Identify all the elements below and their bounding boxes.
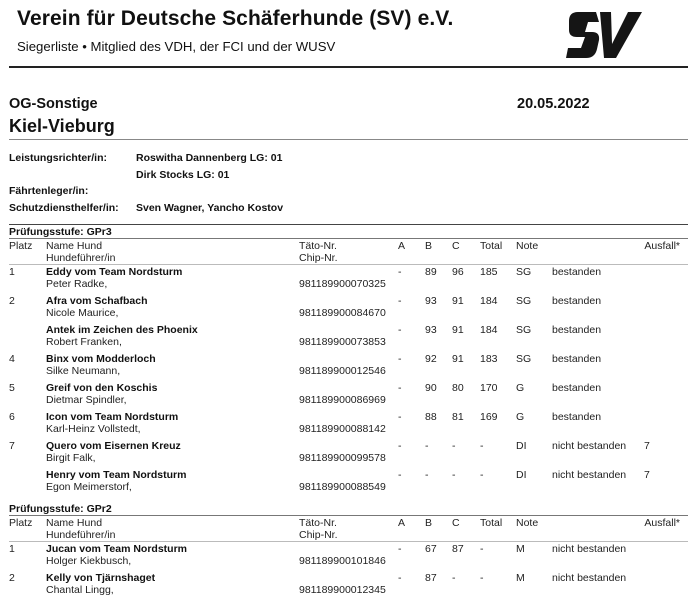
- column-header-platz: Platz: [9, 517, 33, 529]
- helper-names: Sven Wagner, Yancho Kostov: [136, 202, 284, 214]
- row-total: 185: [480, 266, 498, 278]
- row-score-b: 89: [425, 266, 437, 278]
- row-handler: Karl-Heinz Vollstedt,: [46, 423, 141, 435]
- row-dog-name: Kelly von Tjärnshaget: [46, 572, 156, 584]
- row-score-b: -: [425, 440, 429, 452]
- row-dog-name: Jucan vom Team Nordsturm: [46, 543, 188, 555]
- row-score-a: -: [398, 469, 402, 481]
- row-dog-name: Henry vom Team Nordsturm: [46, 469, 187, 481]
- row-total: 169: [480, 411, 498, 423]
- column-header-b: B: [425, 517, 433, 529]
- row-score-b: 93: [425, 324, 437, 336]
- row-chip-number: 981189900070325: [299, 278, 386, 290]
- column-header-handler: Hundeführer/in: [46, 252, 116, 264]
- judge-name: Dirk Stocks LG: 01: [136, 169, 230, 181]
- column-header-total: Total: [480, 240, 503, 252]
- row-total: -: [480, 469, 484, 481]
- row-handler: Holger Kiekbusch,: [46, 555, 132, 567]
- row-dog-name: Icon vom Team Nordsturm: [46, 411, 179, 423]
- row-platz: 2: [9, 295, 15, 307]
- row-total: -: [480, 440, 484, 452]
- row-platz: 2: [9, 572, 15, 584]
- row-handler: Peter Radke,: [46, 278, 108, 290]
- row-score-b: 88: [425, 411, 437, 423]
- row-result: nicht bestanden: [552, 543, 627, 555]
- organization-title: Verein für Deutsche Schäferhunde (SV) e.V.: [17, 7, 454, 30]
- column-header-tato: Täto-Nr.: [299, 517, 337, 529]
- column-header-a: A: [398, 240, 406, 252]
- row-score-c: 91: [452, 324, 464, 336]
- row-score-c: -: [452, 469, 456, 481]
- row-result: bestanden: [552, 382, 602, 394]
- row-result: bestanden: [552, 353, 602, 365]
- row-chip-number: 981189900099578: [299, 452, 386, 464]
- row-note: SG: [516, 324, 532, 336]
- row-score-a: -: [398, 440, 402, 452]
- row-result: bestanden: [552, 324, 602, 336]
- column-header-name: Name Hund: [46, 517, 103, 529]
- row-platz: 6: [9, 411, 15, 423]
- row-dog-name: Quero vom Eisernen Kreuz: [46, 440, 181, 452]
- row-handler: Nicole Maurice,: [46, 307, 119, 319]
- row-note: DI: [516, 469, 527, 481]
- row-chip-number: 981189900084670: [299, 307, 386, 319]
- row-total: 184: [480, 295, 498, 307]
- row-score-a: -: [398, 382, 402, 394]
- section-title: Prüfungsstufe: GPr3: [9, 226, 112, 238]
- header-rule: [9, 264, 688, 265]
- row-platz: 4: [9, 353, 15, 365]
- row-total: 183: [480, 353, 498, 365]
- row-platz: 1: [9, 543, 15, 555]
- header-rule: [9, 541, 688, 542]
- row-result: bestanden: [552, 266, 602, 278]
- row-score-c: 91: [452, 295, 464, 307]
- row-note: SG: [516, 295, 532, 307]
- column-header-handler: Hundeführer/in: [46, 529, 116, 541]
- event-city: Kiel-Vieburg: [9, 116, 115, 136]
- row-score-c: 81: [452, 411, 464, 423]
- row-handler: Birgit Falk,: [46, 452, 96, 464]
- judge-label: Leistungsrichter/in:: [9, 152, 108, 164]
- section-title: Prüfungsstufe: GPr2: [9, 503, 112, 515]
- row-score-c: -: [452, 440, 456, 452]
- section-top-rule: [9, 224, 688, 225]
- row-score-b: 67: [425, 543, 437, 555]
- row-score-a: -: [398, 572, 402, 584]
- helper-label: Schutzdiensthelfer/in:: [9, 202, 119, 214]
- column-header-total: Total: [480, 517, 503, 529]
- row-note: DI: [516, 440, 527, 452]
- section-title-rule: [9, 238, 688, 239]
- row-result: bestanden: [552, 411, 602, 423]
- row-dog-name: Antek im Zeichen des Phoenix: [46, 324, 198, 336]
- organization-subtitle: Siegerliste • Mitglied des VDH, der FCI und der WUSV: [17, 39, 336, 54]
- row-note: M: [516, 572, 525, 584]
- row-ausfall: 7: [644, 440, 650, 452]
- column-header-note: Note: [516, 240, 539, 252]
- row-platz: 5: [9, 382, 15, 394]
- column-header-note: Note: [516, 517, 539, 529]
- column-header-c: C: [452, 517, 460, 529]
- row-result: nicht bestanden: [552, 469, 627, 481]
- judge-name: Roswitha Dannenberg LG: 01: [136, 152, 283, 164]
- row-note: G: [516, 411, 525, 423]
- column-header-tato: Täto-Nr.: [299, 240, 337, 252]
- row-score-c: 91: [452, 353, 464, 365]
- row-note: SG: [516, 266, 532, 278]
- tracklayer-label: Fährtenleger/in:: [9, 185, 89, 197]
- column-header-ausfall: Ausfall*: [644, 240, 680, 252]
- row-chip-number: 981189900088142: [299, 423, 386, 435]
- header-divider: [9, 66, 688, 68]
- column-header-chip: Chip-Nr.: [299, 529, 338, 541]
- row-handler: Chantal Lingg,: [46, 584, 114, 596]
- row-score-b: 90: [425, 382, 437, 394]
- column-header-c: C: [452, 240, 460, 252]
- row-handler: Dietmar Spindler,: [46, 394, 127, 406]
- row-score-a: -: [398, 295, 402, 307]
- column-header-a: A: [398, 517, 406, 529]
- row-result: nicht bestanden: [552, 572, 627, 584]
- row-dog-name: Greif von den Koschis: [46, 382, 158, 394]
- row-note: G: [516, 382, 525, 394]
- row-score-c: 80: [452, 382, 464, 394]
- row-dog-name: Binx vom Modderloch: [46, 353, 156, 365]
- column-header-platz: Platz: [9, 240, 33, 252]
- column-header-name: Name Hund: [46, 240, 103, 252]
- row-total: 184: [480, 324, 498, 336]
- event-date: 20.05.2022: [517, 96, 590, 112]
- row-note: M: [516, 543, 525, 555]
- row-ausfall: 7: [644, 469, 650, 481]
- row-handler: Silke Neumann,: [46, 365, 121, 377]
- row-score-b: 92: [425, 353, 437, 365]
- column-header-ausfall: Ausfall*: [644, 517, 680, 529]
- row-score-a: -: [398, 324, 402, 336]
- row-note: SG: [516, 353, 532, 365]
- row-score-c: 87: [452, 543, 464, 555]
- row-handler: Egon Meimerstorf,: [46, 481, 132, 493]
- row-total: -: [480, 572, 484, 584]
- row-chip-number: 981189900073853: [299, 336, 386, 348]
- row-chip-number: 981189900101846: [299, 555, 386, 567]
- row-chip-number: 981189900012546: [299, 365, 386, 377]
- row-dog-name: Afra vom Schafbach: [46, 295, 148, 307]
- row-score-a: -: [398, 543, 402, 555]
- row-score-a: -: [398, 353, 402, 365]
- row-total: -: [480, 543, 484, 555]
- club-name: OG-Sonstige: [9, 96, 98, 112]
- row-score-b: 93: [425, 295, 437, 307]
- sv-logo: [566, 10, 646, 60]
- row-score-c: -: [452, 572, 456, 584]
- row-platz: 7: [9, 440, 15, 452]
- row-dog-name: Eddy vom Team Nordsturm: [46, 266, 183, 278]
- row-platz: 1: [9, 266, 15, 278]
- row-score-c: 96: [452, 266, 464, 278]
- column-header-chip: Chip-Nr.: [299, 252, 338, 264]
- row-chip-number: 981189900086969: [299, 394, 386, 406]
- row-score-a: -: [398, 411, 402, 423]
- row-score-a: -: [398, 266, 402, 278]
- row-result: nicht bestanden: [552, 440, 627, 452]
- row-total: 170: [480, 382, 498, 394]
- section-title-rule: [9, 515, 688, 516]
- column-header-b: B: [425, 240, 433, 252]
- row-score-b: 87: [425, 572, 437, 584]
- row-handler: Robert Franken,: [46, 336, 122, 348]
- row-chip-number: 981189900012345: [299, 584, 386, 596]
- row-score-b: -: [425, 469, 429, 481]
- event-divider: [9, 139, 688, 140]
- row-chip-number: 981189900088549: [299, 481, 386, 493]
- row-result: bestanden: [552, 295, 602, 307]
